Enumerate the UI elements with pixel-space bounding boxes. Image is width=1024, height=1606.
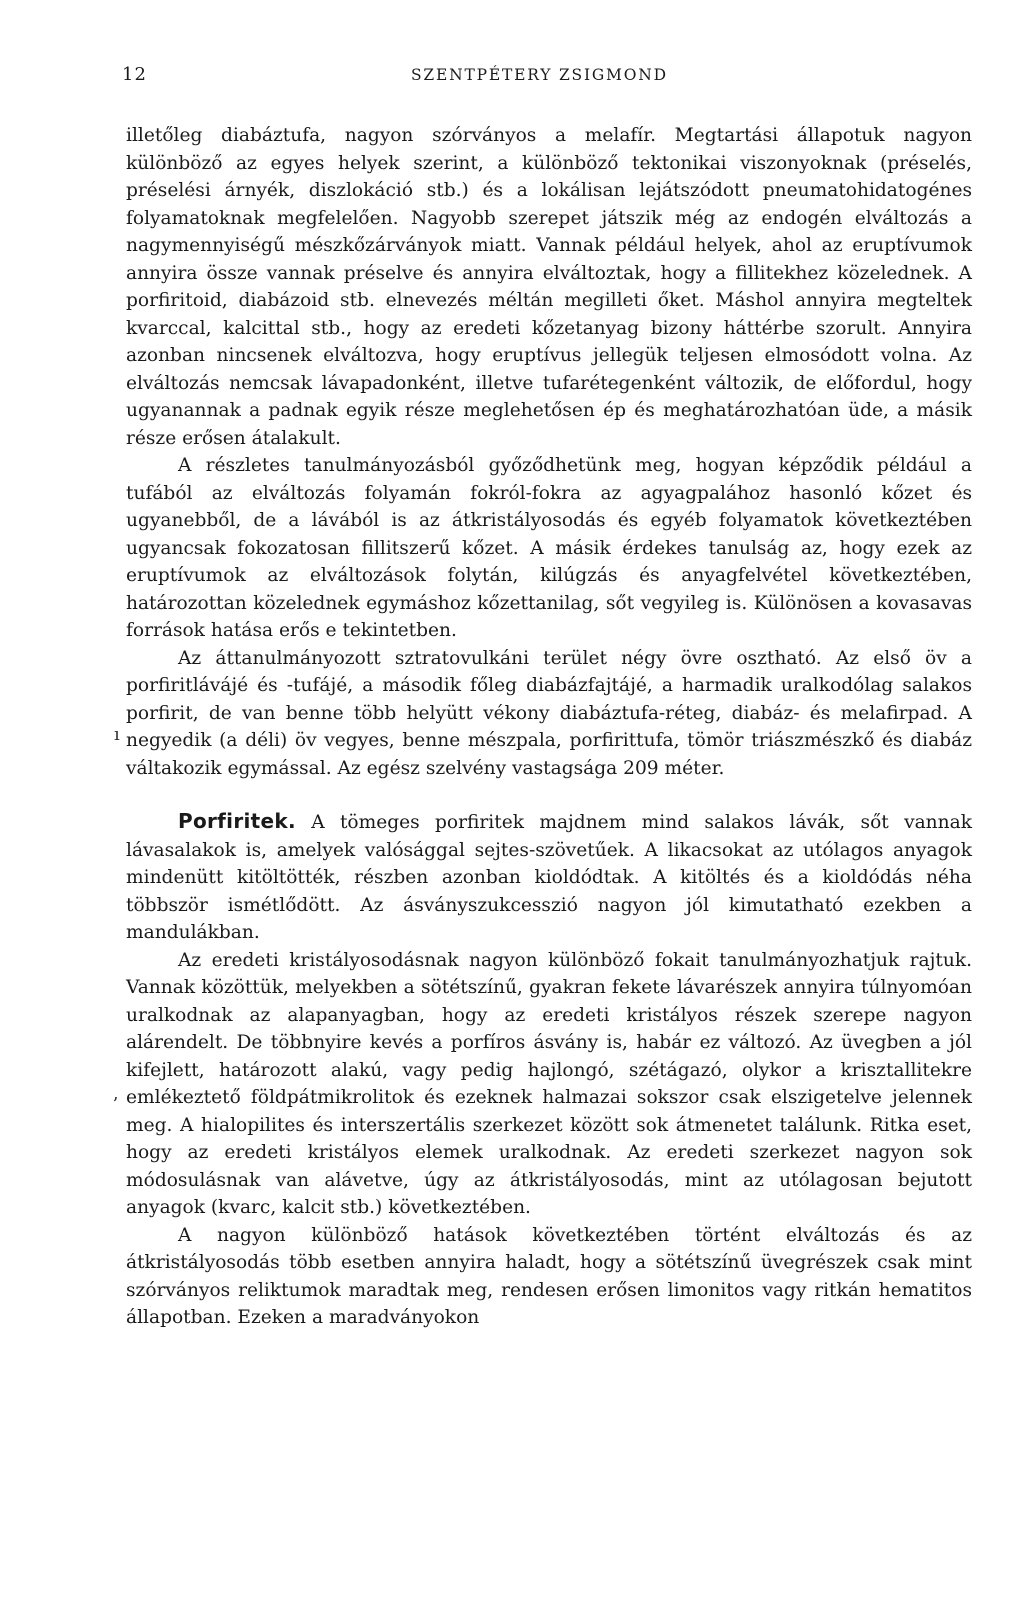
section-first-paragraph-text: A tömeges porfiritek majdnem mind salakos lávák, sőt vannak lávasalakok is, amelyek valósággal sejtes-szövetűek. A likacsokat az utólagos anyagok mindenütt kitöltötték, részben azonban kioldódtak. A kitöltés és a kioldódás néha többször ismétlődött. Az ásványszukcesszió nagyon jól kimutatható ezekben a mandulákban. bbox=[126, 812, 972, 943]
section-first-paragraph bbox=[126, 808, 972, 947]
running-head: SZENTPÉTERY ZSIGMOND bbox=[411, 66, 668, 84]
page-number: 12 bbox=[122, 64, 147, 85]
body-text bbox=[126, 122, 972, 1332]
margin-mark: ı bbox=[114, 724, 120, 745]
paragraph: A részletes tanulmányozásból győződhetünk meg, hogyan képződik például a tufából az elváltozás folyamán fokról-fokra az agyagpalához hasonló kőzet és ugyanebből, de a lávából is az átkristályosodás és egyéb folyamatok következtében ugyancsak fokozatosan fillitszerű kőzet. A másik érdekes tanulság az, hogy ezek az eruptívumok az elváltozások folytán, kilúgzás és anyagfelvétel következtében, határozottan közelednek egymáshoz kőzettanilag, sőt vegyileg is. Különösen a kovasavas források hatása erős e tekintetben. bbox=[126, 455, 972, 641]
paragraph: A nagyon különböző hatások következtében történt elváltozás és az átkristályosodás több esetben annyira haladt, hogy a sötétszínű üvegrészek csak mint szórványos reliktumok maradtak meg, rendesen erősen limonitos vagy ritkán hematitos állapotban. Ezeken a maradványokon bbox=[126, 1224, 972, 1328]
paragraph: illetőleg diabáztufa, nagyon szórványos a melafír. Megtartási állapotuk nagyon különböző az egyes helyek szerint, a különböző tektonikai viszonyoknak (préselés, préselési árnyék, diszlokáció stb.) és a lokálisan lejátszódott pneumatohidatogénes folyamatoknak megfelelően. Nagyobb szerepet játszik még az endogén elváltozás a nagymennyiségű mészkőzárványok miatt. Vannak például helyek, ahol az eruptívumok annyira össze vannak préselve és annyira elváltoztak, hogy a fillitekhez közelednek. A porfiritoid, diabázoid stb. elnevezés méltán megilleti őket. Máshol annyira megteltek kvarccal, kalcittal stb., hogy az eredeti kőzetanyag bizony háttérbe szorult. Annyira azonban nincsenek elváltozva, hogy eruptívus jellegük teljesen elmosódott volna. Az elváltozás nemcsak lávapadonként, illetve tufarétegenként változik, de előfordul, hogy ugyanannak a padnak egyik része meglehetősen ép és meghatározhatóan üde, a másik része erősen átalakult. bbox=[126, 125, 972, 449]
paragraph: Az eredeti kristályosodásnak nagyon különböző fokait tanulmányozhatjuk rajtuk. Vannak közöttük, melyekben a sötétszínű, gyakran fekete lávarészek annyira túlnyomóan uralkodnak az alapanyagban, hogy az eredeti kristályos részek szerepe nagyon alárendelt. De többnyire kevés a porfíros ásvány is, habár ez változó. Az üvegben a jól kifejlett, határozott alakú, vagy pedig hajlongó, szétágazó, olykor a krisztallitekre emlékeztető földpátmikrolitok és ezeknek halmazai sokszor csak elszigetelve jelennek meg. A hialopilites és interszertális szerkezet között sok átmenetet találunk. Ritka eset, hogy az eredeti kristályos elemek uralkodnak. Az eredeti szerkezet nagyon sok módosulásnak van alávetve, úgy az átkristályosodás, mint az utólagosan bejutott anyagok (kvarc, kalcit stb.) következtében. bbox=[126, 949, 972, 1218]
page-header bbox=[0, 64, 1024, 88]
paragraph: Az áttanulmányozott sztratovulkáni terület négy övre osztható. Az első öv a porfiritlávájé és -tufájé, a második főleg diabázfajtájé, a harmadik uralkodólag salakos porfirit, de van benne több helyütt vékony diabáztufa-réteg, diabáz- és melafirpad. A negyedik (a déli) öv vegyes, benne mészpala, porfirittufa, tömör triászmészkő és diabáz váltakozik egymással. Az egész szelvény vastagsága 209 méter. bbox=[126, 647, 972, 779]
margin-mark: ʼ bbox=[112, 1094, 118, 1115]
section-title: Porfiritek. bbox=[178, 809, 296, 833]
